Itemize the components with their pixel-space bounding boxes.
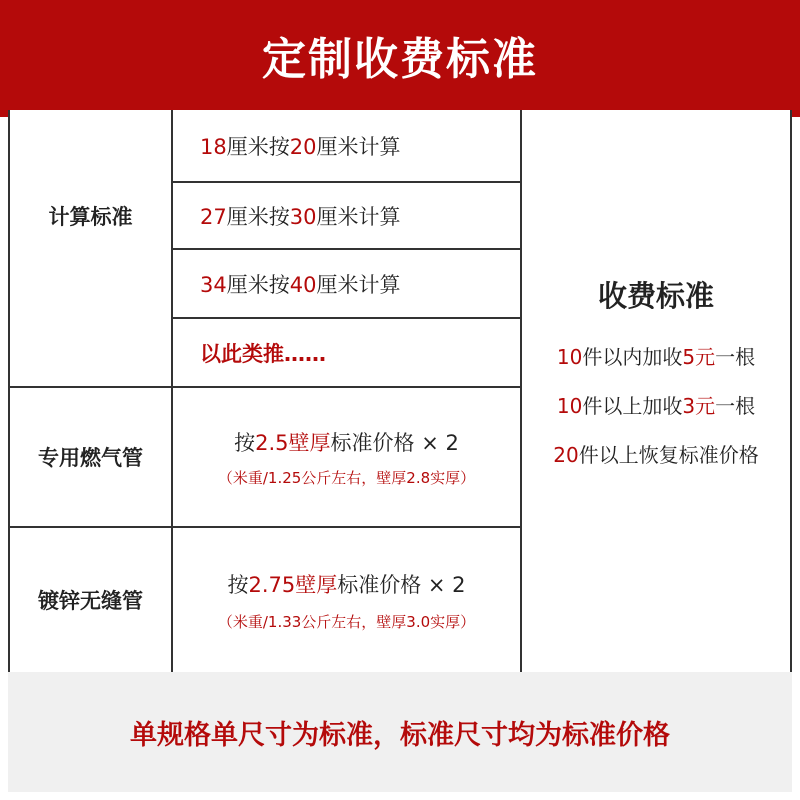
calc-row-1-to: 20 [289, 134, 317, 159]
calc-row-3-mid: 厘米按 [226, 272, 290, 297]
fee-line-1 [557, 341, 755, 370]
calc-row-1 [200, 110, 520, 181]
calc-row-2-to: 30 [289, 204, 317, 229]
fee-line-1-unit: 一根 [715, 345, 756, 369]
galv-rule-prefix: 按 [227, 572, 249, 597]
calc-row-1-mid: 厘米按 [226, 134, 290, 159]
header-banner [0, 0, 800, 117]
calc-row-3-to: 40 [289, 272, 317, 297]
fee-line-2 [557, 390, 755, 419]
fee-line-2-qty: 10 [556, 394, 583, 418]
calc-row-2-end: 厘米计算 [316, 204, 401, 229]
calc-label-cell [10, 110, 171, 322]
gas-rule-thickness: 2.5壁厚 [255, 430, 331, 455]
gas-label-cell [10, 388, 171, 526]
galv-label-cell [10, 528, 171, 672]
border-right [790, 110, 792, 672]
gas-rule-note: （米重/1.25公斤左右，壁厚2.8实厚） [217, 468, 476, 487]
fee-line-2-amount: 3元 [682, 394, 716, 418]
galv-label: 镀锌无缝管 [38, 589, 143, 613]
pricing-table [8, 110, 792, 672]
galv-rule-cell [173, 528, 520, 672]
calc-row-etc [200, 319, 520, 386]
fee-line-1-text: 件以内加收 [582, 345, 683, 369]
page-title: 定制收费标准 [262, 33, 538, 85]
calc-row-2-from: 27 [200, 204, 227, 229]
galv-rule-price: 标准价格 × 2 [337, 572, 466, 597]
galv-rule-note: （米重/1.33公斤左右，壁厚3.0实厚） [217, 612, 476, 631]
fee-line-3-qty: 20 [553, 443, 579, 467]
fee-line-3 [553, 439, 758, 468]
fee-cell [522, 110, 790, 672]
calc-row-3-end: 厘米计算 [316, 272, 401, 297]
calc-etc-text: 以此类推…… [200, 341, 326, 366]
fee-line-3-text: 件以上恢复标准价格 [578, 443, 759, 467]
gas-rule-prefix: 按 [234, 430, 256, 455]
calc-row-3 [200, 250, 520, 317]
calc-row-2-mid: 厘米按 [226, 204, 290, 229]
gas-label: 专用燃气管 [38, 446, 143, 470]
fee-line-2-unit: 一根 [715, 394, 756, 418]
calc-row-2 [200, 183, 520, 248]
fee-title: 收费标准 [597, 279, 714, 313]
calc-row-3-from: 34 [200, 272, 227, 297]
calc-row-1-end: 厘米计算 [316, 134, 401, 159]
fee-line-1-qty: 10 [556, 345, 583, 369]
gas-rule-cell [173, 388, 520, 526]
fee-line-1-amount: 5元 [682, 345, 716, 369]
footer-note-box [8, 672, 792, 792]
footer-note: 单规格单尺寸为标准，标准尺寸均为标准价格 [130, 719, 670, 751]
calc-label: 计算标准 [48, 205, 133, 229]
fee-line-2-text: 件以上加收 [582, 394, 683, 418]
calc-row-1-from: 18 [200, 134, 227, 159]
galv-rule-thickness: 2.75壁厚 [248, 572, 338, 597]
gas-rule-price: 标准价格 × 2 [330, 430, 459, 455]
